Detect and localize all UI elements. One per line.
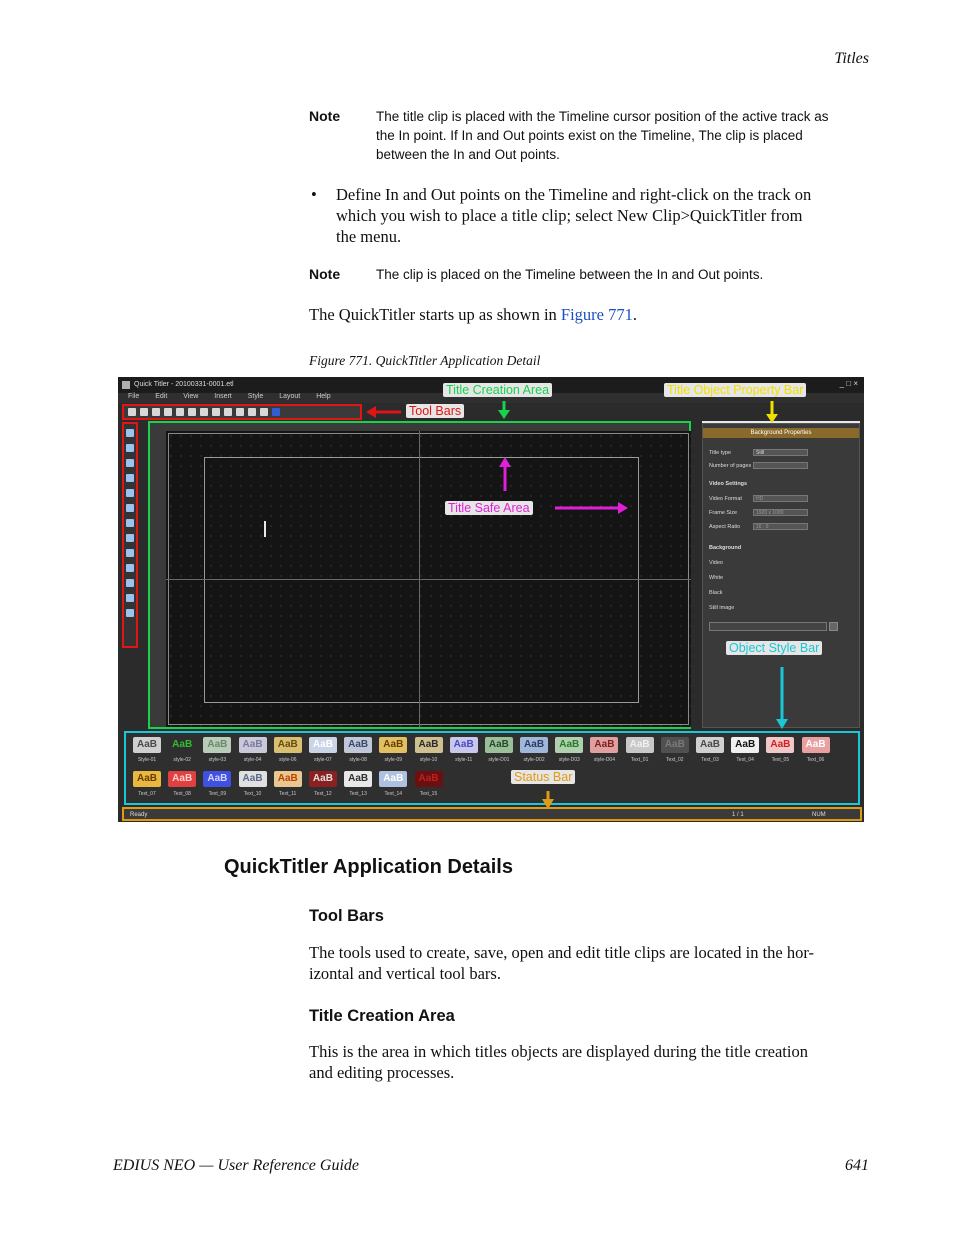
bullet-marker: • xyxy=(311,185,317,204)
footer-page-number: 641 xyxy=(845,1157,869,1174)
style-label: style-06 xyxy=(278,757,297,763)
style-preview-icon: AaB xyxy=(485,737,513,753)
paragraph-line: This is the area in which titles objects are displayed during the title creation xyxy=(309,1042,808,1061)
style-label: Text_10 xyxy=(243,791,262,797)
menu-insert[interactable]: Insert xyxy=(214,393,232,400)
figure-caption: Figure 771. QuickTitler Application Detail xyxy=(309,353,541,368)
note-label: Note xyxy=(309,266,341,282)
arrow-object-style-bar xyxy=(776,667,788,729)
style-preview-icon: AaB xyxy=(133,771,161,787)
style-label: style-03 xyxy=(208,757,227,763)
bullet-text xyxy=(336,184,811,247)
paragraph-line: izontal and vertical tool bars. xyxy=(309,964,501,983)
status-ready: Ready xyxy=(130,812,148,818)
style-preview-icon: AaB xyxy=(239,771,267,787)
style-label: style-D02 xyxy=(523,757,545,763)
style-label: Text_06 xyxy=(806,757,825,763)
style-preview-icon: AaB xyxy=(203,737,231,753)
style-label: style-02 xyxy=(173,757,191,763)
style-preview-icon: AaB xyxy=(731,737,759,753)
callout-title-safe-area: Title Safe Area xyxy=(445,501,533,515)
style-preview-icon: AaB xyxy=(168,771,196,787)
callout-object-style-bar: Object Style Bar xyxy=(726,641,822,655)
arrow-tool-bars xyxy=(366,406,401,418)
menu-view[interactable]: View xyxy=(183,393,199,400)
note-text xyxy=(376,107,828,164)
title-type-select[interactable]: Still xyxy=(753,449,808,456)
title-type-label: Title type xyxy=(709,450,732,456)
intro-suffix: . xyxy=(632,305,638,324)
video-format-label: Video Format xyxy=(709,496,742,502)
style-label: Text_03 xyxy=(701,757,719,763)
callout-title-object-property-bar: Title Object Property Bar xyxy=(664,383,806,397)
section-heading: QuickTitler Application Details xyxy=(224,856,513,878)
style-label: style-D04 xyxy=(593,757,615,763)
figure-link[interactable]: Figure 771 xyxy=(560,305,633,324)
aspect-ratio-label: Aspect Ratio xyxy=(709,524,741,530)
menu-layout[interactable]: Layout xyxy=(279,393,301,400)
note-line: the In point. If In and Out points exist on the Timeline, The clip is placed xyxy=(376,128,803,143)
frame-size-label: Frame Size xyxy=(709,510,738,516)
style-preview-icon: AaB xyxy=(239,737,267,753)
style-preview-icon: AaB xyxy=(274,737,302,753)
style-label: Text_12 xyxy=(314,791,332,797)
num-pages-label: Number of pages xyxy=(709,463,752,469)
arrow-property-bar xyxy=(766,401,778,423)
intro-paragraph xyxy=(309,304,637,325)
aspect-ratio-select[interactable]: 16 : 9 xyxy=(753,523,808,530)
menu-help[interactable]: Help xyxy=(316,393,331,400)
style-preview-icon: AaB xyxy=(626,737,654,753)
style-preview-icon: AaB xyxy=(555,737,583,753)
app-title: Quick Titler - 20100331-0001.etl xyxy=(134,381,234,388)
style-preview-icon: AaB xyxy=(133,737,161,753)
style-preview-icon: AaB xyxy=(450,737,478,753)
style-preview-icon: AaB xyxy=(415,737,443,753)
style-preview-icon: AaB xyxy=(415,771,443,787)
style-label: style-D01 xyxy=(488,757,510,763)
style-label: Text_05 xyxy=(771,757,790,763)
menu-file[interactable]: File xyxy=(128,393,140,400)
style-preview-icon: AaB xyxy=(168,737,196,753)
style-label: Text_14 xyxy=(384,791,403,797)
style-label: Text_07 xyxy=(138,791,156,797)
note-label: Note xyxy=(309,108,341,124)
style-label: Text_04 xyxy=(736,757,754,763)
callout-tool-bars: Tool Bars xyxy=(406,404,464,418)
style-preview-icon: AaB xyxy=(802,737,830,753)
radio-still-image[interactable]: Still image xyxy=(709,605,735,611)
style-label: Style-01 xyxy=(137,757,157,763)
radio-black[interactable]: Black xyxy=(709,590,723,596)
video-format-select[interactable]: HD xyxy=(753,495,808,502)
style-label: style-11 xyxy=(455,757,473,763)
title-creation-paragraph xyxy=(309,1041,808,1083)
style-preview-icon: AaB xyxy=(696,737,724,753)
callout-status-bar: Status Bar xyxy=(511,770,575,784)
title-creation-heading: Title Creation Area xyxy=(309,1007,455,1025)
style-label: Text_01 xyxy=(630,757,649,763)
style-label: style-10 xyxy=(419,757,438,763)
tool-bars-heading: Tool Bars xyxy=(309,907,384,925)
radio-white[interactable]: White xyxy=(709,575,724,581)
style-label: style-08 xyxy=(349,757,367,763)
style-preview-icon: AaB xyxy=(379,737,407,753)
style-label: Text_11 xyxy=(279,791,297,797)
note-line: between the In and Out points. xyxy=(376,147,560,162)
radio-video[interactable]: Video xyxy=(709,560,723,566)
arrow-safe-area-right xyxy=(555,502,628,514)
properties-header: Background Properties xyxy=(703,428,859,438)
paragraph-line: and editing processes. xyxy=(309,1063,455,1082)
style-preview-icon: AaB xyxy=(661,737,689,753)
style-label: Text_15 xyxy=(419,791,438,797)
style-preview-icon: AaB xyxy=(309,771,337,787)
tool-bars-paragraph xyxy=(309,942,814,984)
running-header: Titles xyxy=(834,50,869,67)
status-page: 1 / 1 xyxy=(732,812,744,818)
intro-text: The QuickTitler starts up as shown in xyxy=(309,305,561,324)
arrow-status-bar xyxy=(542,791,554,809)
style-label: Text_13 xyxy=(349,791,367,797)
style-label: Text_02 xyxy=(666,757,684,763)
quicktitler-screenshot xyxy=(118,377,864,822)
video-settings-label: Video Settings xyxy=(709,481,748,487)
callout-title-creation-area: Title Creation Area xyxy=(443,383,552,397)
bullet-line: the menu. xyxy=(336,227,402,246)
arrow-title-creation-area xyxy=(498,401,510,419)
note-line: The title clip is placed with the Timeline cursor position of the active track as xyxy=(376,109,829,124)
menu-style[interactable]: Style xyxy=(247,393,264,400)
style-label: Text_08 xyxy=(173,791,191,797)
paragraph-line: The tools used to create, save, open and edit title clips are located in the hor- xyxy=(309,943,815,962)
menu-edit[interactable]: Edit xyxy=(155,393,168,400)
style-label: style-D03 xyxy=(558,757,580,763)
footer-title: EDIUS NEO — User Reference Guide xyxy=(113,1157,360,1174)
bullet-line: which you wish to place a title clip; select New Clip>QuickTitler from xyxy=(336,206,803,225)
callout-arrows xyxy=(118,377,864,822)
note-text: The clip is placed on the Timeline between the In and Out points. xyxy=(376,267,764,282)
bullet-line: Define In and Out points on the Timeline and right-click on the track on xyxy=(336,185,812,204)
status-num: NUM xyxy=(812,812,826,818)
style-preview-icon: AaB xyxy=(344,737,372,753)
style-label: style-07 xyxy=(314,757,332,763)
window-controls-icon[interactable]: _ □ × xyxy=(839,379,858,388)
frame-size-select[interactable]: 1920 x 1080 xyxy=(753,509,808,516)
background-label: Background xyxy=(709,545,742,551)
style-preview-icon: AaB xyxy=(203,771,231,787)
style-preview-icon: AaB xyxy=(344,771,372,787)
style-label: style-09 xyxy=(384,757,403,763)
style-preview-icon: AaB xyxy=(520,737,548,753)
arrow-safe-area-up xyxy=(499,457,511,491)
style-label: style-04 xyxy=(243,757,262,763)
style-label: Text_09 xyxy=(208,791,227,797)
style-preview-icon: AaB xyxy=(379,771,407,787)
style-preview-icon: AaB xyxy=(309,737,337,753)
style-preview-icon: AaB xyxy=(766,737,794,753)
style-preview-icon: AaB xyxy=(590,737,618,753)
style-preview-icon: AaB xyxy=(274,771,302,787)
